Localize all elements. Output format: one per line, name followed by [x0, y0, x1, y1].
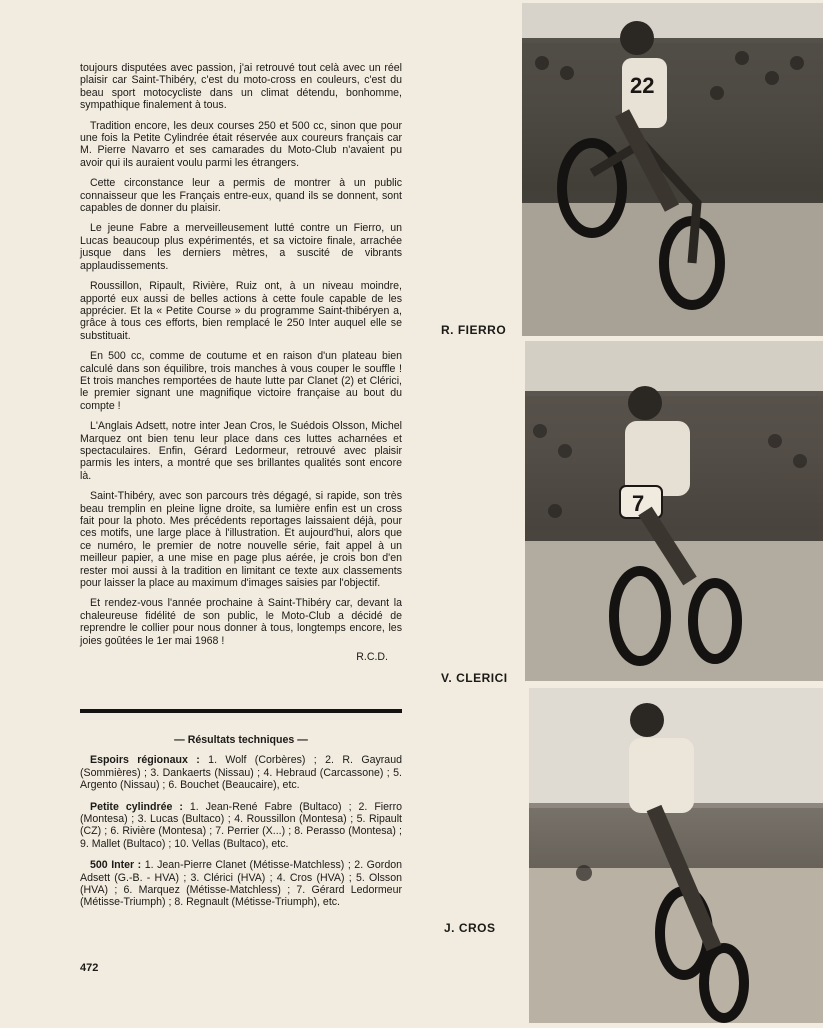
watermark-logo [376, 483, 456, 539]
results-text: 1. Jean-Pierre Clanet (Métisse-Matchless) ; 2. Gordon Adsett (G.-B. - HVA) ; 3. Clérici (HVA) ; 4. Cros (HVA) ; 5. Olsson (HVA) ; 6. Marquez (Métisse-Matchless) ; 7. Gérard Ledormeur (Métisse-Triumph) ; 8. Regnault (Métisse-Triumph), etc. [80, 859, 403, 909]
results-category: Petite cylindrée : [90, 800, 183, 813]
article-paragraph: Et rendez-vous l'année prochaine à Saint-Thibéry car, devant la chaleureuse fidélité de son public, le Moto-Club a décidé de reprendre le collier pour nous donner à tous, longtemps encore, les joies goûtées le 1er mai 1968 ! [80, 597, 402, 647]
photo-clerici [525, 341, 823, 681]
results-heading: — Résultats techniques — [174, 734, 308, 746]
photo-caption: V. CLERICI [441, 671, 508, 685]
article-paragraph: Saint-Thibéry, avec son parcours très dégagé, si rapide, son très beau tremplin en pleine ligne droite, sa lumière enfin est un cross fait pour la photo. Mes précédents reportages laissaient déjà, pour ces motifs, une large place à l'illustration. Et aujourd'hui, alors que ce numéro, le premier de notre nouvelle série, fait appel à un meilleur papier, a une mise en page plus aérée, je crois bon d'en rester moi aussi à la tradition en limitant ce texte aux classements pour laisser la place au maximum d'images saisies par l'objectif. [80, 490, 402, 590]
article-paragraph: Tradition encore, les deux courses 250 et 500 cc, sinon que pour une fois la Petite Cylindrée était réservée aux coureurs français car M. Pierre Navarro et ses camarades du Moto-Club n'avaient pu avoir qui ils auraient voulu parmi les étrangers. [80, 119, 402, 169]
results-category: 500 Inter : [90, 859, 142, 872]
article-paragraph: En 500 cc, comme de coutume et en raison d'un plateau bien calculé dans son équilibre, trois manches à vous couper le souffle ! Et trois manches remportées de haute lutte par Clanet (2) et Clérici, le premier signant une magnifique victoire française au bout du compte ! [80, 350, 402, 412]
rider-bib-number: 7 [632, 491, 645, 516]
author-signature: R.C.D. [356, 651, 388, 664]
results-entry [80, 754, 402, 791]
article-paragraph: toujours disputées avec passion, j'ai retrouvé tout celà avec un réel plaisir car Saint-Thibéry, c'est du moto-cross en couleurs, c'est du beau sport motocycliste dans un climat détendu, bonhomme, sympathique finalement à tous. [80, 62, 402, 112]
article-paragraph: Roussillon, Ripault, Rivière, Ruiz ont, à un niveau moindre, apporté eux aussi de belles actions à cette foule capable de les apprécier. Et la « Petite Course » du programme Saint-thibéryen a, grâce à tous ces efforts, bien remplacé le 250 Inter auquel elle se substituait. [80, 280, 402, 342]
results-entry [80, 801, 402, 851]
results-entry [80, 859, 402, 909]
results-text: 1. Wolf (Corbères) ; 2. R. Gayraud (Sommières) ; 3. Dankaerts (Nissau) ; 4. Hebraud (Carcassone) ; 5. Argento (Nissau) ; 6. Bouchet (Beaucaire), etc. [80, 754, 402, 792]
page-number: 472 [80, 962, 99, 974]
results-category: Espoirs régionaux : [90, 754, 200, 767]
motocross-jump-illustration [525, 341, 823, 681]
motocross-jump-illustration [522, 3, 823, 336]
photo-caption: R. FIERRO [441, 323, 507, 337]
article-paragraph: Cette circonstance leur a permis de montrer à un public connaisseur que les Français entre-eux, quand ils se donnent, sont capables de donner du plaisir. [80, 177, 402, 215]
article-paragraph: Le jeune Fabre a merveilleusement lutté contre un Fierro, un Lucas beaucoup plus expérimentés, et sa victoire finale, arrachée jusque dans les derniers mètres, a suscité de vibrants applaudissements. [80, 222, 402, 272]
photo-caption: J. CROS [444, 921, 496, 935]
results-section [80, 734, 402, 918]
rider-bib-number: 22 [630, 73, 655, 98]
photo-fierro [522, 3, 823, 336]
motocross-jump-illustration [529, 688, 823, 1023]
article-body [80, 62, 402, 663]
section-divider [80, 709, 402, 713]
photo-cros [529, 688, 823, 1023]
results-text: 1. Jean-René Fabre (Bultaco) ; 2. Fierro (Montesa) ; 3. Lucas (Bultaco) ; 4. Roussillon (Montesa) ; 5. Ripault (CZ) ; 6. Rivière (Montesa) ; 7. Perrier (X...) ; 8. Perasso (Montesa) ; 9. Mallet (Bultaco) ; 10. Vellas (Bultaco), etc. [80, 800, 403, 850]
article-paragraph: L'Anglais Adsett, notre inter Jean Cros, le Suédois Olsson, Michel Marquez ont bien tenu leur place dans ces luttes acharnées et spectaculaires. Enfin, Gérard Ledormeur, retrouvé avec plaisir parmis les inters, a montré que ses brillantes qualités sont encore là. [80, 420, 402, 482]
